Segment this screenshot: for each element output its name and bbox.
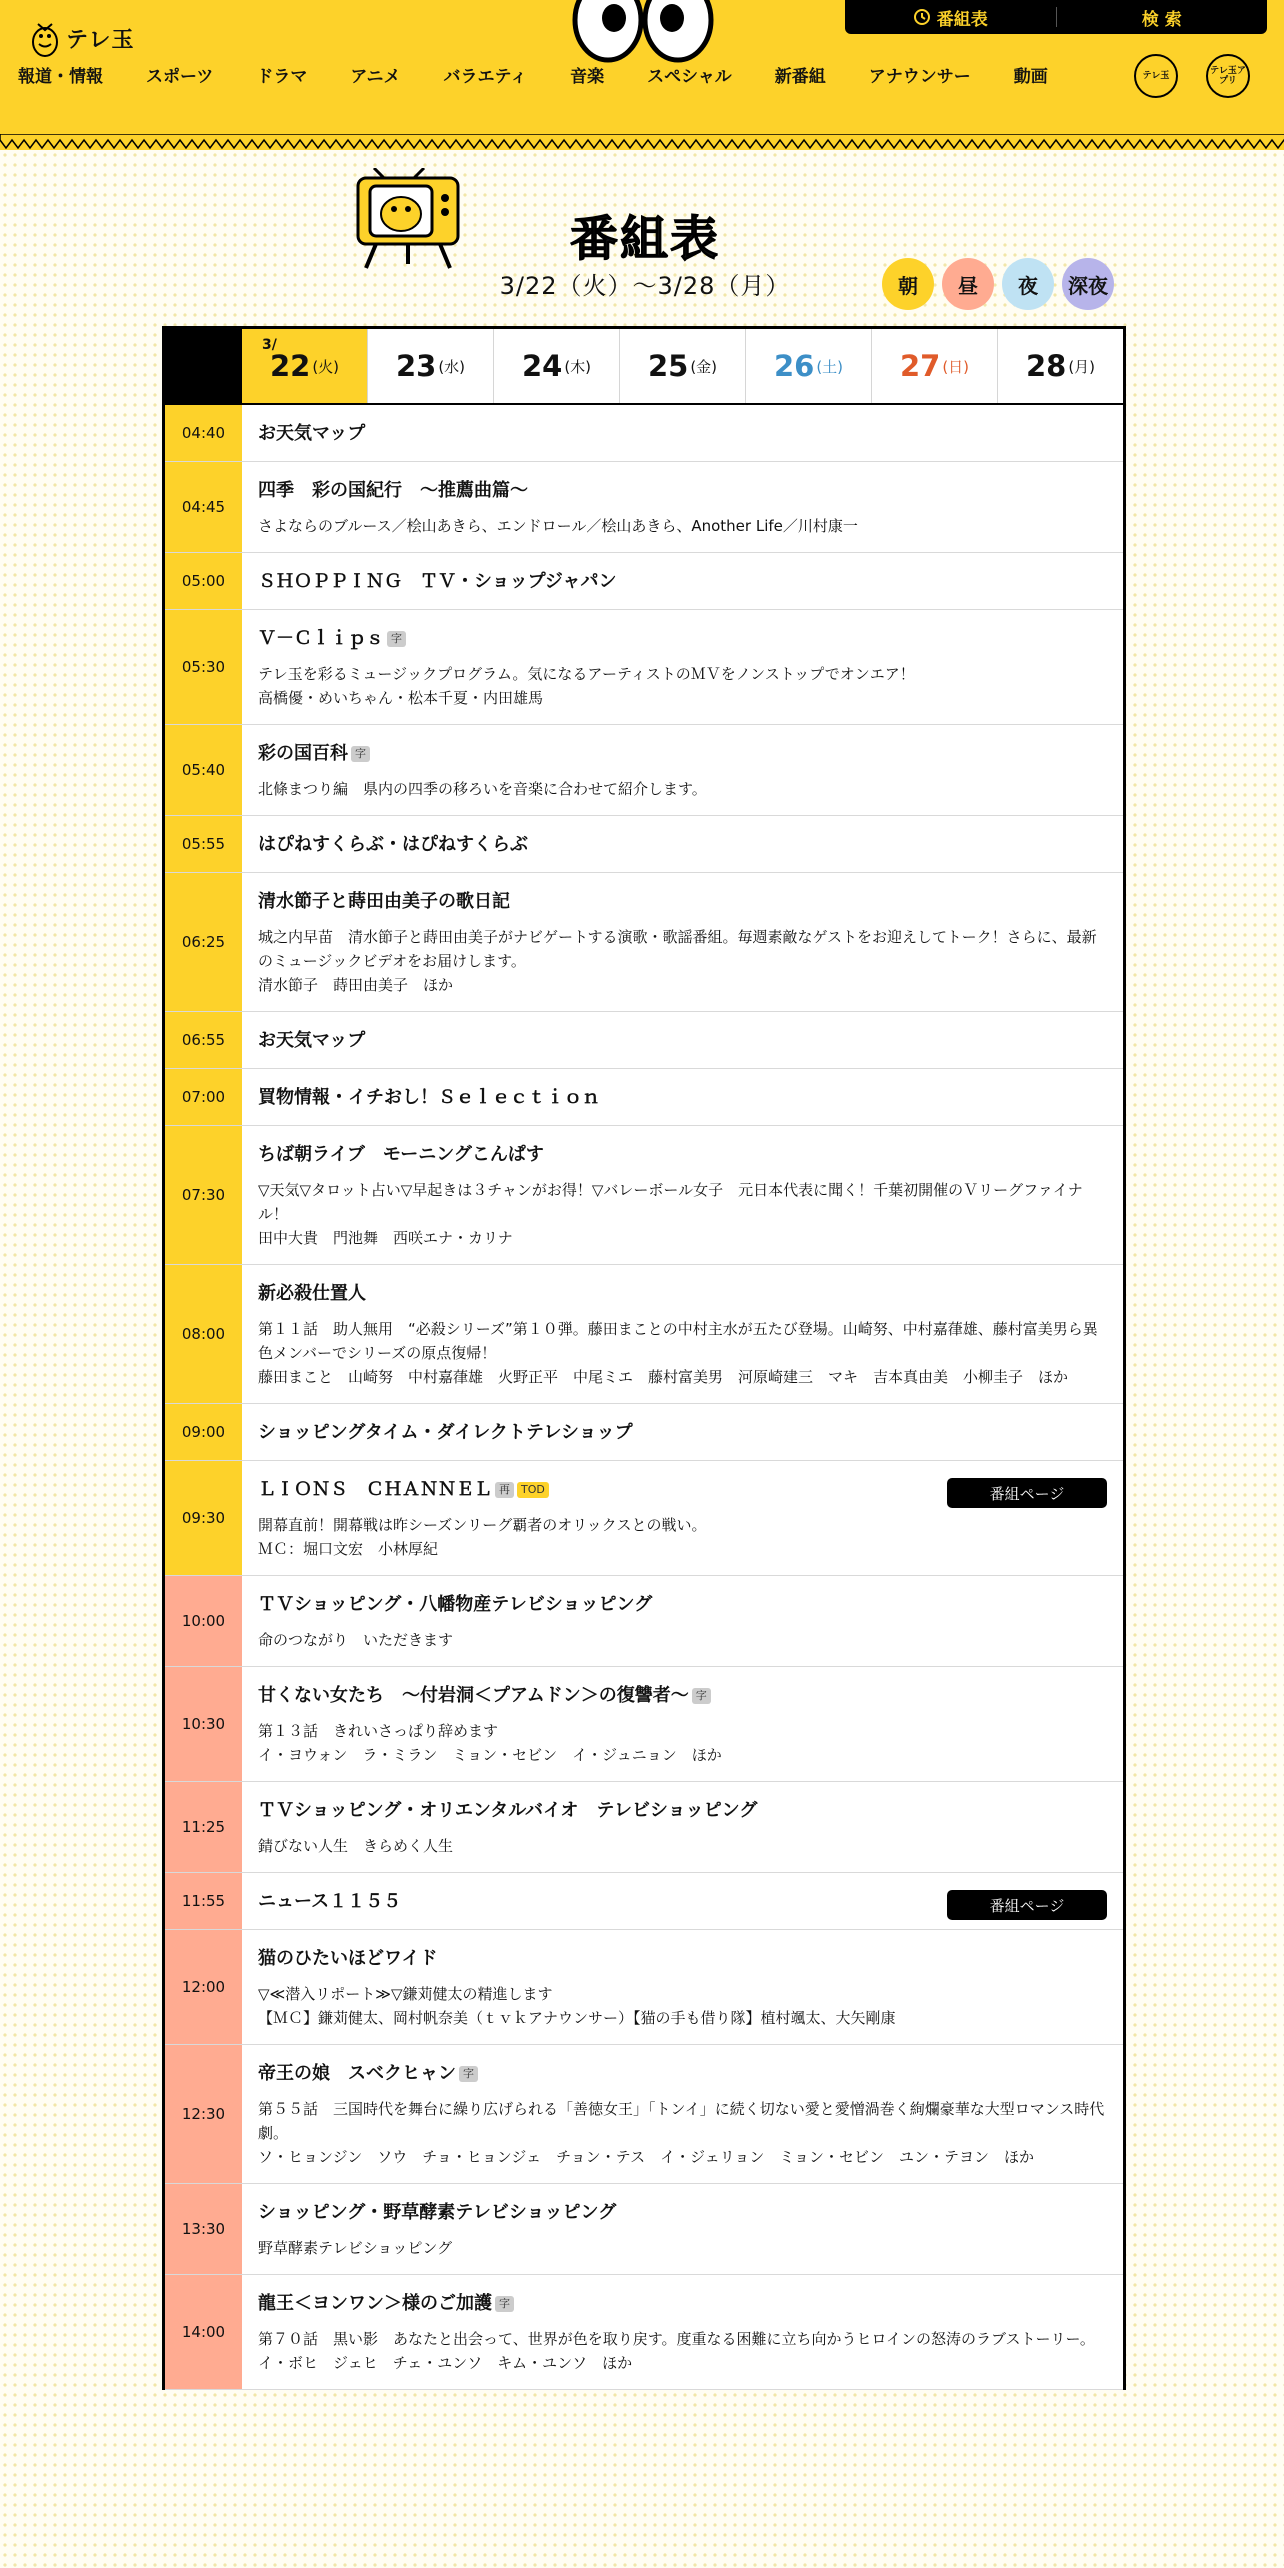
program-time: 05:00 (165, 553, 242, 609)
program-schedule (162, 326, 1126, 2390)
program-title[interactable]: 甘くない女たち ～付岩洞＜プアムドン＞の復讐者～ (258, 1685, 689, 1706)
program-time: 12:30 (165, 2045, 242, 2183)
day-tabs-corner (165, 329, 242, 403)
nav-item-music[interactable]: 音楽 (570, 67, 605, 87)
program-title[interactable]: 清水節子と蒔田由美子の歌日記 (258, 891, 510, 912)
logo-text: テレ玉 (66, 27, 135, 53)
nav-item-news[interactable]: 報道・情報 (18, 67, 103, 87)
program-cell (242, 1069, 1123, 1125)
day-tab-date: 27 (899, 349, 941, 383)
top-utility-bar (845, 0, 1267, 34)
program-time: 07:00 (165, 1069, 242, 1125)
program-time: 10:30 (165, 1667, 242, 1781)
program-time: 04:40 (165, 405, 242, 461)
program-row[interactable] (165, 816, 1123, 873)
program-title[interactable]: ショッピングタイム・ダイレクトテレショップ (258, 1422, 633, 1443)
program-title[interactable]: ちば朝ライブ モーニングこんぱす (258, 1144, 544, 1165)
program-row[interactable] (165, 1782, 1123, 1873)
day-tab-month: 3/ (262, 337, 277, 353)
program-description: 第７０話 黒い影 あなたと出会って、世界が色を取り戻す。度重なる困難に立ち向かうヒロインの怒涛のラブストーリー。 イ・ボヒ ジェヒ チェ・ユンソ キム・ユンソ ほか (258, 2330, 1095, 2372)
day-tab[interactable] (619, 329, 745, 403)
search-link-label: 検 索 (1141, 9, 1182, 30)
day-tab-date: 26 (773, 349, 815, 383)
program-time: 13:30 (165, 2184, 242, 2274)
program-page-button[interactable]: 番組ページ (947, 1478, 1107, 1508)
program-time: 07:30 (165, 1126, 242, 1264)
program-title[interactable]: 帝王の娘 スベクヒャン (258, 2063, 456, 2084)
program-time: 10:00 (165, 1576, 242, 1666)
app-icon-label: テレ玉アプリ (1210, 66, 1246, 86)
day-tab[interactable] (493, 329, 619, 403)
program-cell (242, 405, 1123, 461)
program-row[interactable] (165, 873, 1123, 1012)
mascot-eyes-icon (568, 0, 718, 64)
schedule-link-label: 番組表 (936, 9, 988, 30)
subtitle-badge: 字 (459, 2066, 478, 2082)
program-time: 11:55 (165, 1873, 242, 1929)
day-tab-weekday: (月) (1068, 357, 1096, 376)
program-time: 06:55 (165, 1012, 242, 1068)
program-title[interactable]: ショッピング・野草酵素テレビショッピング (258, 2202, 617, 2223)
program-title-line (258, 1420, 1107, 1446)
program-description: ▽天気▽タロット占い▽早起きは３チャンがお得！▽バレーボール女子 元日本代表に聞く！千葉初開催のＶリーグファイナル！ 田中大貴 門池舞 西咲エナ・カリナ (258, 1181, 1083, 1247)
program-title[interactable]: 龍王＜ヨンワン＞様のご加護 (258, 2293, 492, 2314)
program-row[interactable] (165, 553, 1123, 610)
program-title[interactable]: Ｖ－Ｃｌｉｐｓ (258, 628, 384, 649)
program-description: 錆びない人生 きらめく人生 (258, 1837, 454, 1855)
clock-icon (913, 8, 931, 26)
program-cell (242, 1873, 1123, 1929)
rerun-badge: 再 (495, 1482, 514, 1498)
program-time: 05:40 (165, 725, 242, 815)
program-time: 09:00 (165, 1404, 242, 1460)
program-row[interactable] (165, 405, 1123, 462)
day-tab-weekday: (火) (312, 357, 340, 376)
program-cell (242, 2045, 1123, 2183)
program-row[interactable] (165, 1126, 1123, 1265)
program-time: 08:00 (165, 1265, 242, 1403)
header-zigzag-edge (0, 134, 1284, 150)
nav-item-announcers[interactable]: アナウンサー (868, 67, 971, 87)
program-description: 命のつながり いただきます (258, 1631, 454, 1649)
nav-item-videos[interactable]: 動画 (1013, 67, 1048, 87)
program-title-line (258, 569, 1107, 595)
program-description: 野草酵素テレビショッピング (258, 2239, 453, 2257)
program-description: 第１３話 きれいさっぱり辞めます イ・ヨウォン ラ・ミラン ミョン・セビン イ・ジュニョン ほか (258, 1722, 722, 1764)
day-tab-weekday: (日) (942, 357, 970, 376)
program-time: 11:25 (165, 1782, 242, 1872)
day-tab[interactable] (997, 329, 1123, 403)
program-cell (242, 1126, 1123, 1264)
tod-badge: TOD (517, 1482, 549, 1498)
program-page-button[interactable]: 番組ページ (947, 1890, 1107, 1920)
program-cell (242, 873, 1123, 1011)
day-tab-date: 24 (521, 349, 563, 383)
program-title-line (258, 1085, 1107, 1111)
program-cell (242, 2184, 1123, 2274)
program-title[interactable]: はぴねすくらぶ・はぴねすくらぶ (258, 834, 528, 855)
time-slot-button[interactable]: 深夜 (1062, 258, 1114, 310)
program-title-line (258, 832, 1107, 858)
program-description: 第１１話 助人無用 “必殺シリーズ”第１０弾。藤田まことの中村主水が五たび登場。山崎努、中村嘉葎雄、藤村富美男ら異色メンバーでシリーズの原点復帰！ 藤田まこと 山崎努 中村嘉葎雄 火野正平 中尾ミエ 藤村富美男 河原崎建三 マキ 吉本真由美 小柳圭子 ほか (258, 1320, 1098, 1386)
time-slot-button[interactable]: 夜 (1002, 258, 1054, 310)
program-row[interactable] (165, 1265, 1123, 1404)
program-row[interactable] (165, 1012, 1123, 1069)
nav-item-special[interactable]: スペシャル (647, 67, 732, 87)
program-description: ▽≪潜入リポート≫▽鎌苅健太の精進します 【ＭＣ】鎌苅健太、岡村帆奈美（ｔｖｋアナウンサー）【猫の手も借り隊】植村颯太、大矢剛康 (258, 1985, 896, 2027)
subtitle-badge: 字 (387, 631, 406, 647)
program-row[interactable] (165, 725, 1123, 816)
nav-item-anime[interactable]: アニメ (350, 67, 401, 87)
program-cell (242, 1012, 1123, 1068)
program-cell (242, 1265, 1123, 1403)
program-row[interactable] (165, 1576, 1123, 1667)
program-title[interactable]: ＴＶショッピング・オリエンタルバイオ テレビショッピング (258, 1800, 758, 1821)
program-title[interactable]: 彩の国百科 (258, 743, 348, 764)
program-row[interactable] (165, 1404, 1123, 1461)
program-cell (242, 1667, 1123, 1781)
time-slot-button[interactable]: 昼 (942, 258, 994, 310)
program-time: 06:25 (165, 873, 242, 1011)
program-cell (242, 816, 1123, 872)
day-tab[interactable] (367, 329, 493, 403)
program-title[interactable]: ニュース１１５５ (258, 1891, 402, 1912)
program-row[interactable] (165, 1930, 1123, 2045)
program-title-line (258, 1281, 1107, 1307)
program-time: 05:30 (165, 610, 242, 724)
program-title-line (258, 741, 1107, 767)
nav-item-drama[interactable]: ドラマ (256, 67, 308, 87)
subtitle-badge: 字 (351, 746, 370, 762)
nav-item-variety[interactable]: バラエティ (443, 67, 528, 87)
subtitle-badge: 字 (692, 1688, 711, 1704)
day-tab-date: 28 (1025, 349, 1067, 383)
program-title[interactable]: ＬＩＯＮＳ ＣＨＡＮＮＥＬ (258, 1479, 492, 1500)
subtitle-badge: 字 (495, 2296, 514, 2312)
program-title[interactable]: お天気マップ (258, 1030, 366, 1051)
program-time: 09:30 (165, 1461, 242, 1575)
program-list (165, 405, 1123, 2390)
tv-station-icon-label: テレ玉 (1142, 71, 1170, 81)
program-title[interactable]: 猫のひたいほどワイド (258, 1948, 438, 1969)
site-header (0, 0, 1284, 150)
tv-mascot-icon (354, 168, 462, 270)
app-icon[interactable] (1206, 54, 1250, 98)
nav-item-new-programs[interactable]: 新番組 (774, 67, 826, 87)
program-row[interactable] (165, 2045, 1123, 2184)
program-title[interactable]: 新必殺仕置人 (258, 1283, 366, 1304)
program-title-line (258, 2200, 1107, 2226)
time-slot-nav (882, 258, 1114, 310)
program-description: テレ玉を彩るミュージックプログラム。気になるアーティストのＭＶをノンストップでオンエア！ 高橋優・めいちゃん・松本千夏・内田雄馬 (258, 665, 915, 707)
program-row[interactable] (165, 2184, 1123, 2275)
program-cell (242, 1930, 1123, 2044)
program-title[interactable]: ＳＨＯＰＰＩＮＧ ＴＶ・ショップジャパン (258, 571, 617, 592)
program-title[interactable]: 四季 彩の国紀行 ～推薦曲篇～ (258, 480, 528, 501)
site-logo[interactable] (30, 18, 135, 58)
program-title-line (258, 1683, 1107, 1709)
program-title-line (258, 2291, 1107, 2317)
program-title-line (258, 478, 1107, 504)
program-title-line (258, 421, 1107, 447)
program-cell (242, 1782, 1123, 1872)
day-tab[interactable] (242, 329, 367, 403)
date-range: 3/22（火）〜3/28（月） (499, 272, 791, 300)
program-cell (242, 610, 1123, 724)
program-title-line (258, 626, 1107, 652)
program-title-line (258, 1592, 1107, 1618)
program-time: 05:55 (165, 816, 242, 872)
day-tab-weekday: (金) (690, 357, 718, 376)
program-title[interactable]: 買物情報・イチおし！Ｓｅｌｅｃｔｉｏｎ (258, 1087, 600, 1108)
program-title-line (258, 1142, 1107, 1168)
program-row[interactable] (165, 2275, 1123, 2390)
main-nav (18, 62, 1048, 87)
program-cell (242, 2275, 1123, 2389)
mascot-logo-icon (30, 18, 60, 58)
program-description: 第５５話 三国時代を舞台に繰り広げられる「善徳女王」「トンイ」に続く切ない愛と愛憎渦巻く絢爛豪華な大型ロマンス時代劇。 ソ・ヒョンジン ソウ チョ・ヒョンジェ チョン・テス イ・ジェリョン ミョン・セビン ユン・テヨン ほか (258, 2100, 1105, 2166)
program-cell (242, 725, 1123, 815)
search-link[interactable] (1057, 5, 1268, 30)
program-time: 14:00 (165, 2275, 242, 2389)
program-title[interactable]: お天気マップ (258, 423, 366, 444)
program-title-line (258, 889, 1107, 915)
program-row[interactable] (165, 610, 1123, 725)
program-description: 城之内早苗 清水節子と蒔田由美子がナビゲートする演歌・歌謡番組。毎週素敵なゲストをお迎えしてトーク！さらに、最新のミュージックビデオをお届けします。 清水節子 蒔田由美子 ほか (258, 928, 1097, 994)
day-tab[interactable] (871, 329, 997, 403)
program-description: さよならのブルース／桧山あきら、エンドロール／桧山あきら、Another Life／川村康一 (258, 517, 858, 535)
tv-station-icon[interactable] (1134, 54, 1178, 98)
program-row[interactable] (165, 1667, 1123, 1782)
page-title: 番組表 (569, 211, 720, 267)
program-row[interactable] (165, 1069, 1123, 1126)
day-tab-date: 25 (647, 349, 689, 383)
day-tab[interactable] (745, 329, 871, 403)
day-tabs (165, 329, 1123, 405)
program-cell (242, 553, 1123, 609)
program-cell (242, 1461, 1123, 1575)
day-tab-weekday: (木) (564, 357, 592, 376)
schedule-link[interactable] (845, 5, 1056, 30)
program-title-line (258, 1028, 1107, 1054)
program-description: 開幕直前！開幕戦は昨シーズンリーグ覇者のオリックスとの戦い。 ＭＣ：堀口文宏 小林厚紀 (258, 1516, 707, 1558)
program-time: 04:45 (165, 462, 242, 552)
day-tab-weekday: (水) (438, 357, 466, 376)
program-title[interactable]: ＴＶショッピング・八幡物産テレビショッピング (258, 1594, 653, 1615)
day-tab-date: 22 (269, 349, 311, 383)
nav-item-sports[interactable]: スポーツ (146, 67, 214, 87)
day-tab-date: 23 (395, 349, 437, 383)
program-cell (242, 1576, 1123, 1666)
program-row[interactable] (165, 462, 1123, 553)
program-title-line (258, 2061, 1107, 2087)
program-cell (242, 1404, 1123, 1460)
program-title-line (258, 1946, 1107, 1972)
day-tab-weekday: (土) (816, 357, 844, 376)
program-description: 北條まつり編 県内の四季の移ろいを音楽に合わせて紹介します。 (258, 780, 707, 798)
program-cell (242, 462, 1123, 552)
program-title-line (258, 1798, 1107, 1824)
program-time: 12:00 (165, 1930, 242, 2044)
time-slot-button[interactable]: 朝 (882, 258, 934, 310)
program-row[interactable] (165, 1461, 1123, 1576)
program-row[interactable] (165, 1873, 1123, 1930)
